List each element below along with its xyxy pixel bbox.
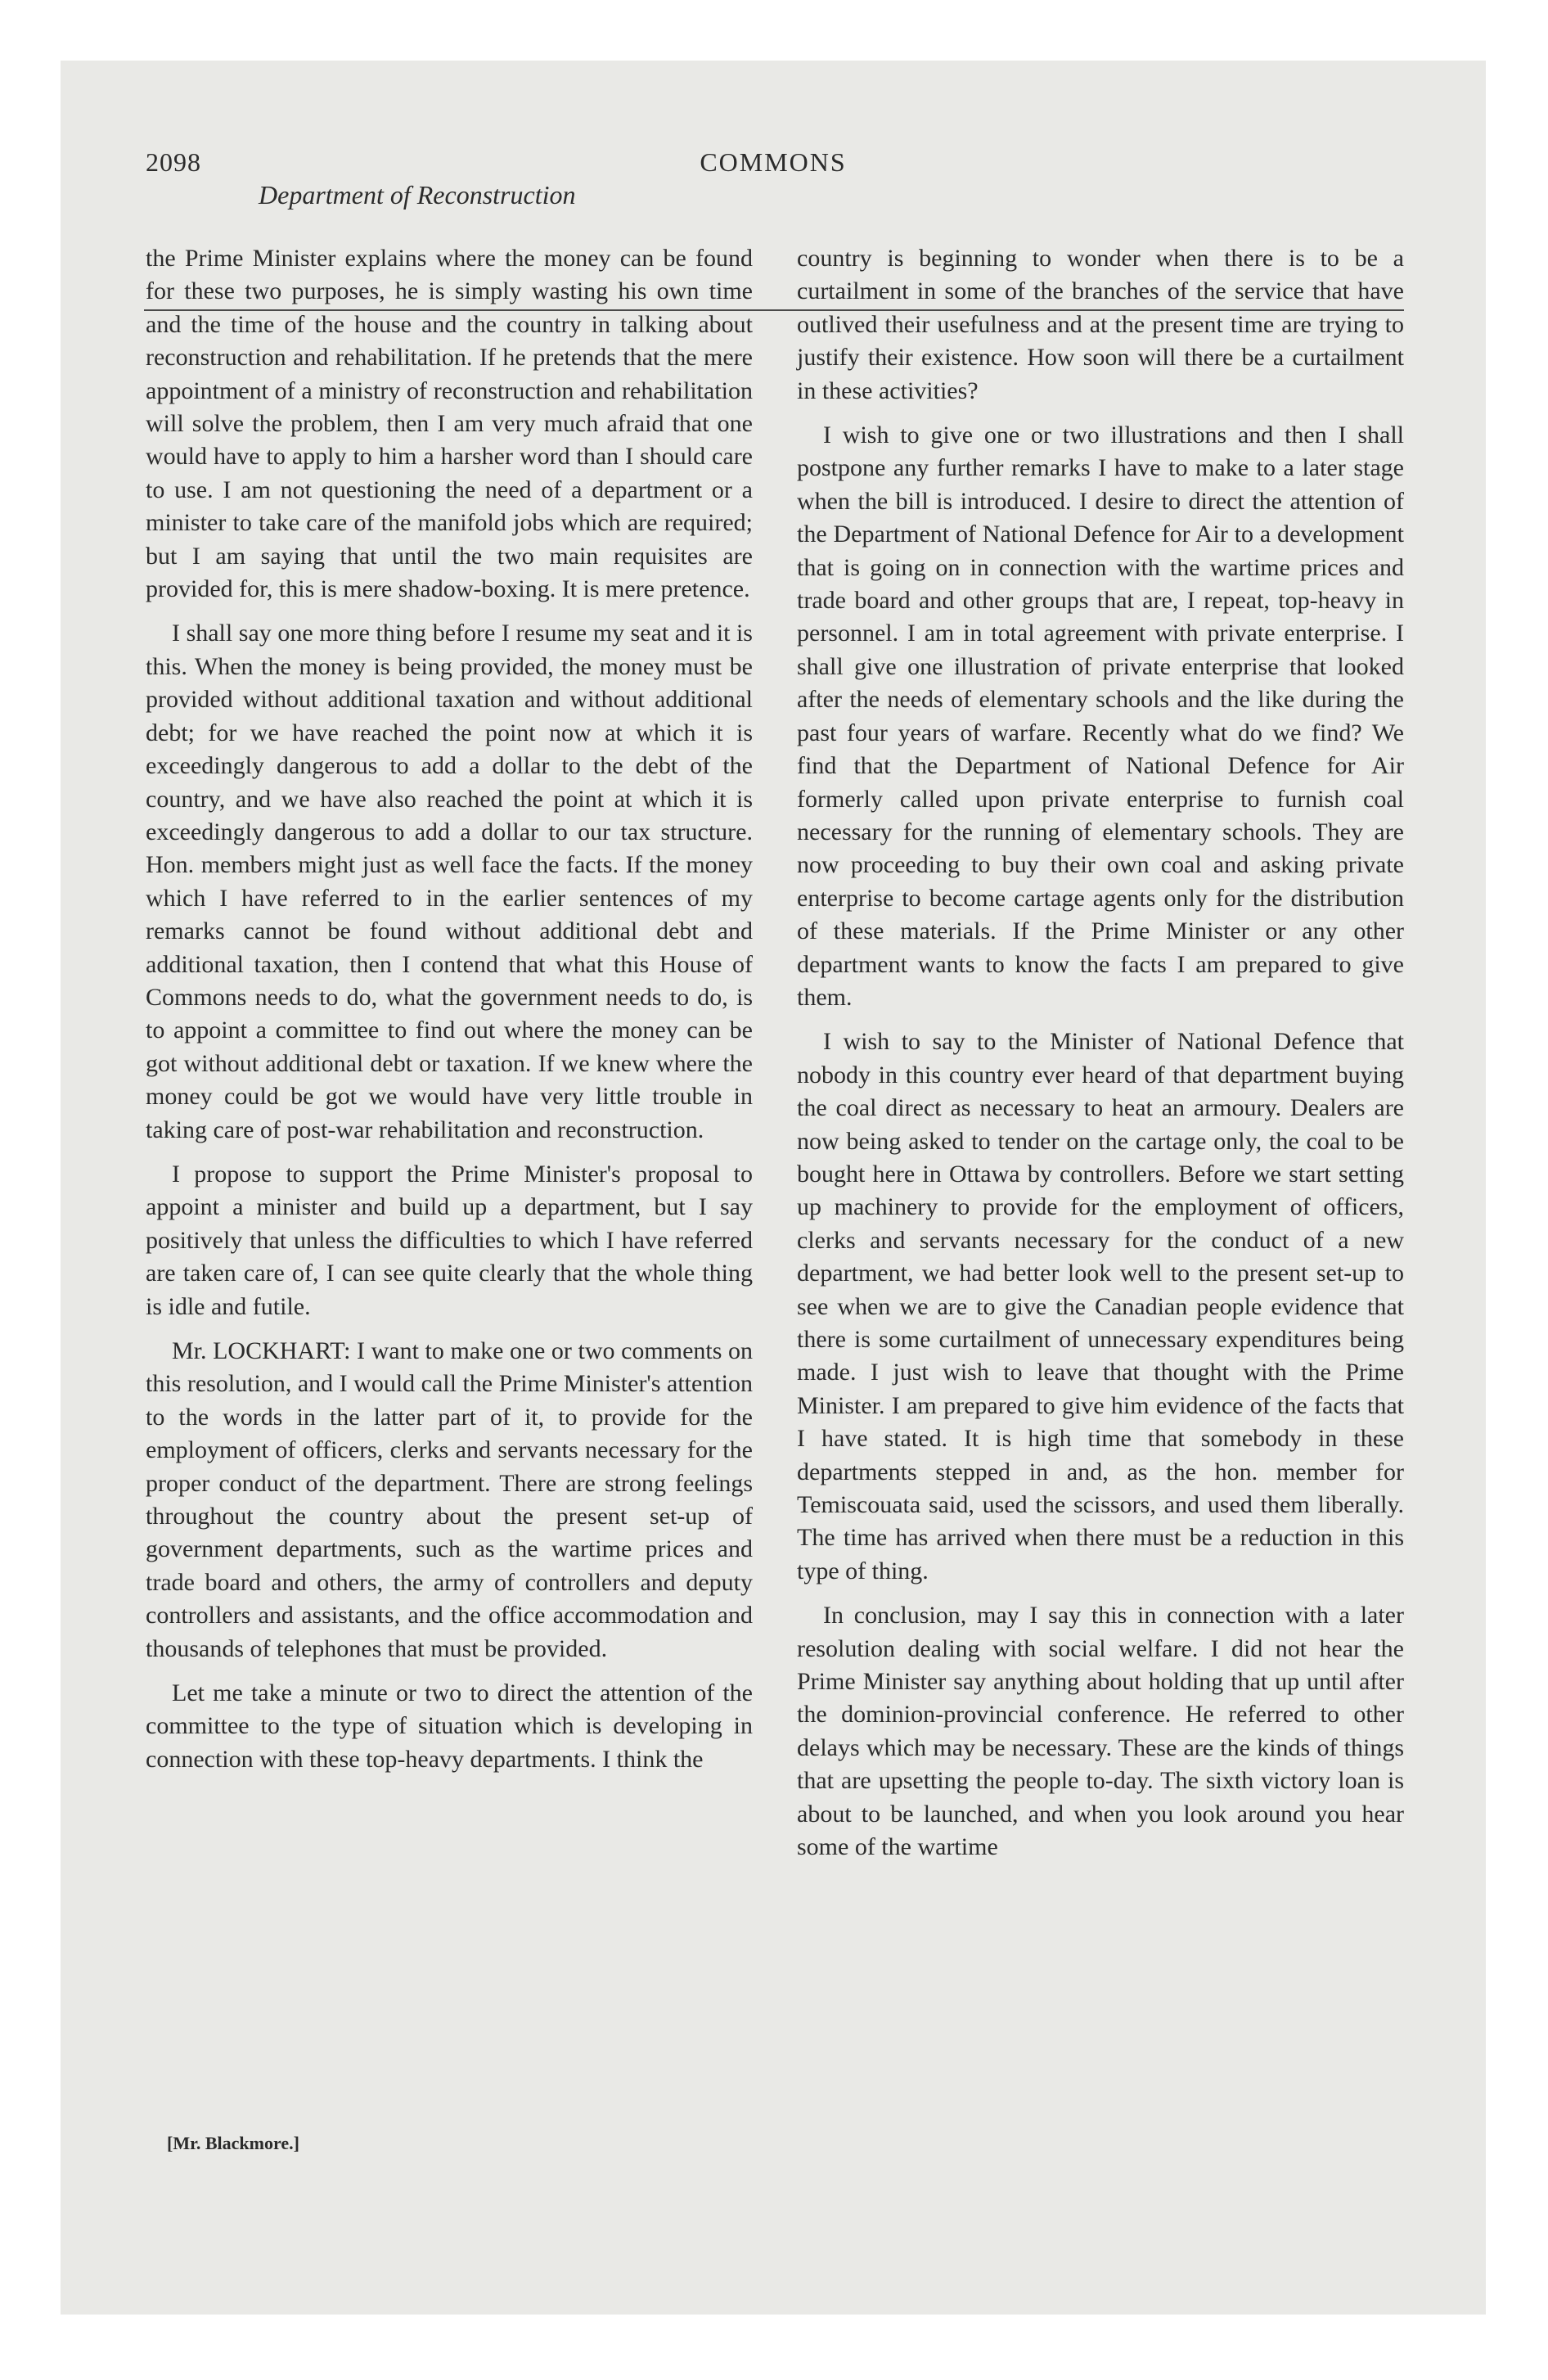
page-sheet bbox=[61, 61, 1486, 2315]
section-title: Department of Reconstruction bbox=[259, 180, 576, 210]
paragraph: I wish to say to the Minister of National Defence that nobody in this country ever heard of that department buying the coal direct as necessary to heat an armoury. Dealers are now being asked to tender on the cartage only, the coal to be bought here in Ottawa by controllers. Before we start setting up machinery to provide for the employment of officers, clerks and servants necessary for the conduct of a new department, we had better look well to the present set-up to see when we are to give the Canadian people evidence that there is some curtailment of unnecessary expenditures being made. I just wish to leave that thought with the Prime Minister. I am prepared to give him evidence of the facts that I have stated. It is high time that somebody in these departments stepped in and, as the hon. member for Temiscouata said, used the scissors, and used them liberally. The time has arrived when there must be a reduction in this type of thing. bbox=[797, 1028, 1404, 1584]
paragraph: Let me take a minute or two to direct the attention of the committee to the type of situation which is developing in connection with these top-heavy departments. I think the bbox=[146, 1679, 753, 1773]
paragraph: In conclusion, may I say this in connection with a later resolution dealing with social welfare. I did not hear the Prime Minister say anything about holding that up until after the dominion-provincial conference. He referred to other delays which may be necessary. These are the kinds of things that are upsetting the people to-day. The sixth victory loan is about to be launched, and when you look around you hear some of the wartime bbox=[797, 1602, 1404, 1861]
paragraph: the Prime Minister explains where the money can be found for these two purposes, he is simply wasting his own time and the time of the house and the country in talking about reconstruction and rehabilitation. If he pretends that the mere appointment of a ministry of reconstruction and rehabilitation will solve the problem, then I am very much afraid that one would have to apply to him a harsher word than I should care to use. I am not questioning the need of a department or a minister to take care of the manifold jobs which are required; but I am saying that until the two main requisites are provided for, this is mere shadow-boxing. It is mere pretence. bbox=[146, 245, 753, 603]
speaker-footnote: [Mr. Blackmore.] bbox=[167, 2133, 299, 2153]
paragraph: I propose to support the Prime Minister's proposal to appoint a minister and build up a department, but I say positively that unless the difficulties to which I have referred are taken care of, I can see quite clearly that the whole thing is idle and futile. bbox=[146, 1160, 753, 1320]
left-column bbox=[146, 242, 753, 1787]
page-header bbox=[61, 147, 1486, 237]
paragraph: I shall say one more thing before I resume my seat and it is this. When the money is being provided, the money must be provided without additional taxation and without additional debt; for we have reached the point now at which it is exceedingly dangerous to add a dollar to the debt of the country, and we have also reached the point at which it is exceedingly dangerous to add a dollar to our tax structure. Hon. members might just as well face the facts. If the money which I have referred to in the earlier sentences of my remarks cannot be found without additional debt and additional taxation, then I contend that what this House of Commons needs to do, what the government needs to do, is to appoint a committee to find out where the money can be got without additional debt or taxation. If we knew where the money could be got we would have very little trouble in taking care of post-war rehabilitation and reconstruction. bbox=[146, 620, 753, 1143]
right-column bbox=[797, 242, 1404, 1876]
paragraph: country is beginning to wonder when there is to be a curtailment in some of the branches of the service that have outlived their usefulness and at the present time are trying to justify their existence. How soon will there be a curtailment in these activities? bbox=[797, 245, 1404, 404]
paragraph: Mr. LOCKHART: I want to make one or two comments on this resolution, and I would call the Prime Minister's attention to the words in the latter part of it, to provide for the employment of officers, clerks and servants necessary for the proper conduct of the department. There are strong feelings throughout the country about the present set-up of government departments, such as the wartime prices and trade board and others, the army of controllers and deputy controllers and assistants, and the office accommodation and thousands of telephones that must be provided. bbox=[146, 1337, 753, 1662]
page-number: 2098 bbox=[146, 147, 201, 177]
paragraph: I wish to give one or two illustrations and then I shall postpone any further remarks I have to make to a later stage when the bill is introduced. I desire to direct the attention of the Department of National Defence for Air to a development that is going on in connection with the wartime prices and trade board and other groups that are, I repeat, top-heavy in personnel. I am in total agreement with private enterprise. I shall give one illustration of private enterprise that looked after the needs of elementary schools and the like during the past four years of warfare. Recently what do we find? We find that the Department of National Defence for Air formerly called upon private enterprise to furnish coal necessary for the running of elementary schools. They are now proceeding to buy their own coal and asking private enterprise to become cartage agents only for the distribution of these materials. If the Prime Minister or any other department wants to know the facts I am prepared to give them. bbox=[797, 421, 1404, 1011]
running-head: COMMONS bbox=[700, 147, 847, 177]
